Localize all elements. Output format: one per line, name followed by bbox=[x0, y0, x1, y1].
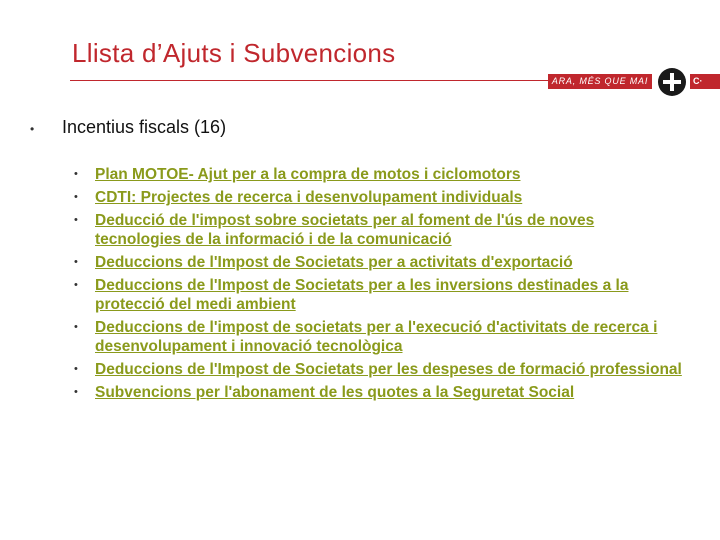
subsidy-link-motoe[interactable]: Plan MOTOE- Ajut per a la compra de motos i ciclomotors bbox=[95, 166, 521, 183]
plus-icon bbox=[658, 68, 686, 96]
bullet-icon: • bbox=[74, 363, 78, 375]
list-item bbox=[74, 188, 684, 207]
brand-logo bbox=[548, 68, 720, 96]
subsidy-link-formacio[interactable]: Deduccions de l'Impost de Societats per les despeses de formació professional bbox=[95, 361, 682, 378]
subsidy-link-rdi[interactable]: Deduccions de l'impost de societats per a l'execució d'activitats de recerca i desenvolupament i innovació tecnològica bbox=[95, 319, 658, 355]
subsidy-list bbox=[74, 165, 684, 406]
bullet-icon: • bbox=[74, 279, 78, 291]
subsidy-link-exportacio[interactable]: Deduccions de l'Impost de Societats per a activitats d'exportació bbox=[95, 254, 573, 271]
subsidy-link-cdti[interactable]: CDTI: Projectes de recerca i desenvolupament individuals bbox=[95, 189, 523, 206]
list-item bbox=[74, 211, 684, 249]
bullet-icon: • bbox=[74, 191, 78, 203]
subsidy-link-medi-ambient[interactable]: Deduccions de l'Impost de Societats per a les inversions destinades a la protecció del medi ambient bbox=[95, 277, 629, 313]
bullet-icon: • bbox=[74, 214, 78, 226]
list-item bbox=[74, 383, 684, 402]
subsidy-link-seguretat-social[interactable]: Subvencions per l'abonament de les quotes a la Seguretat Social bbox=[95, 384, 575, 401]
logo-tag: C· bbox=[690, 74, 720, 89]
list-item bbox=[74, 165, 684, 184]
slide-title: Llista d’Ajuts i Subvencions bbox=[72, 38, 396, 68]
bullet-icon: • bbox=[74, 321, 78, 333]
bullet-icon: • bbox=[74, 386, 78, 398]
list-item bbox=[74, 253, 684, 272]
bullet-icon: • bbox=[74, 256, 78, 268]
list-item bbox=[74, 318, 684, 356]
title-divider bbox=[70, 80, 548, 81]
list-item bbox=[74, 276, 684, 314]
subsidy-link-tic[interactable]: Deducció de l'impost sobre societats per al foment de l'ús de noves tecnologies de la informació i de la comunicació bbox=[95, 212, 595, 248]
section-item bbox=[30, 117, 226, 138]
section-heading: Incentius fiscals (16) bbox=[62, 117, 227, 137]
list-item bbox=[74, 360, 684, 379]
bullet-icon: • bbox=[74, 168, 78, 180]
bullet-icon: • bbox=[30, 122, 35, 136]
logo-slogan: ARA, MÉS QUE MAI bbox=[548, 74, 652, 89]
